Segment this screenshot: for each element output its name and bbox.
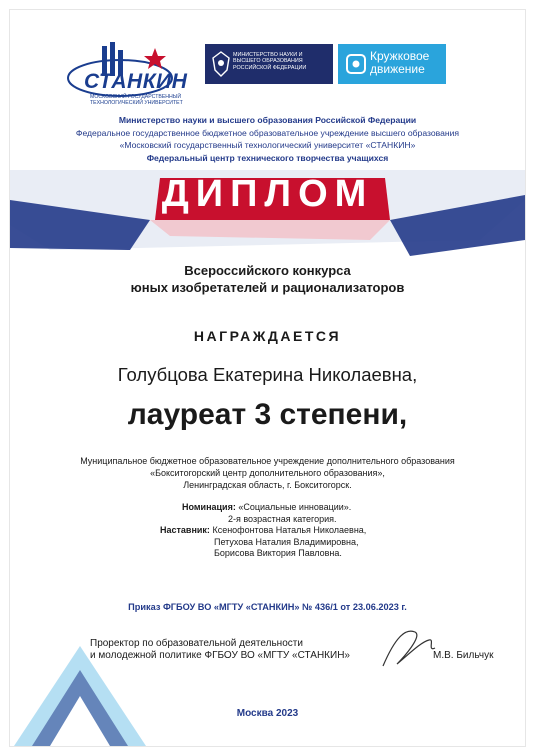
mentor-1: Ксенофонтова Наталья Николаевна, — [212, 525, 367, 535]
header-ministry: Министерство науки и высшего образования Российской Федерации — [118, 115, 417, 125]
header-institution-type: Федеральное государственное бюджетное образовательное учреждение высшего образования — [75, 127, 460, 138]
city-year: Москва 2023 — [236, 708, 299, 719]
contest-line-1: Всероссийского конкурса — [184, 263, 351, 278]
decorative-triangle-icon — [10, 640, 150, 746]
signatory-name: М.В. Бильчук — [433, 650, 494, 661]
signatory-line-1: Проректор по образовательной деятельности — [90, 638, 303, 649]
awarded-label: НАГРАЖДАЕТСЯ — [193, 328, 342, 344]
order-reference: Приказ ФГБОУ ВО «МГТУ «СТАНКИН» № 436/1 от 23.06.2023 г. — [128, 602, 407, 612]
organization-line-1: Муниципальное бюджетное образовательное учреждение дополнительного образования — [80, 456, 455, 466]
stankin-logo — [60, 40, 195, 112]
recipient-name: Голубцова Екатерина Николаевна, — [117, 364, 418, 385]
mentor-3: Борисова Виктория Павловна. — [214, 548, 342, 558]
age-category: 2-я возрастная категория. — [228, 513, 337, 524]
stankin-wordmark: СТАНКИН — [84, 70, 188, 93]
header-block — [10, 114, 525, 164]
kruzhok-symbol-icon — [345, 53, 367, 75]
degree-title: лауреат 3 степени, — [127, 398, 408, 431]
ministry-logo-text: МИНИСТЕРСТВО НАУКИ И ВЫСШЕГО ОБРАЗОВАНИЯ РОССИЙСКОЙ ФЕДЕРАЦИИ — [233, 52, 307, 71]
organization-line-2: «Бокситогорский центр дополнительного образования», — [150, 468, 385, 478]
document-title: ДИПЛОМ — [161, 173, 374, 215]
nomination-block — [160, 502, 480, 560]
organization-block — [10, 455, 525, 491]
coat-of-arms-icon — [209, 50, 233, 78]
header-university: «Московский государственный технологический университет «СТАНКИН» — [119, 140, 416, 150]
stankin-subtitle: МОСКОВСКИЙ ГОСУДАРСТВЕННЫЙ ТЕХНОЛОГИЧЕСКИЙ УНИВЕРСИТЕТ — [90, 94, 183, 106]
signatory-line-2: и молодежной политике ФГБОУ ВО «МГТУ «СТАНКИН» — [90, 650, 350, 661]
mentor-line — [160, 525, 480, 537]
diploma-page — [10, 10, 525, 746]
nomination-line — [160, 502, 480, 514]
header-center: Федеральный центр технического творчества учащихся — [146, 152, 389, 163]
contest-line-2: юных изобретателей и рационализаторов — [130, 280, 405, 295]
organization-line-3: Ленинградская область, г. Бокситогорск. — [183, 480, 352, 490]
contest-block — [10, 262, 525, 296]
mentor-label: Наставник: — [160, 525, 210, 535]
kruzhok-logo — [338, 44, 446, 84]
mentor-2: Петухова Наталия Владимировна, — [214, 536, 359, 547]
kruzhok-logo-text: Кружковое движение — [370, 49, 430, 76]
handwritten-signature — [375, 618, 445, 678]
nomination-label: Номинация: — [182, 502, 236, 512]
ministry-logo — [205, 44, 333, 84]
nomination-value: «Социальные инновации». — [238, 502, 352, 512]
